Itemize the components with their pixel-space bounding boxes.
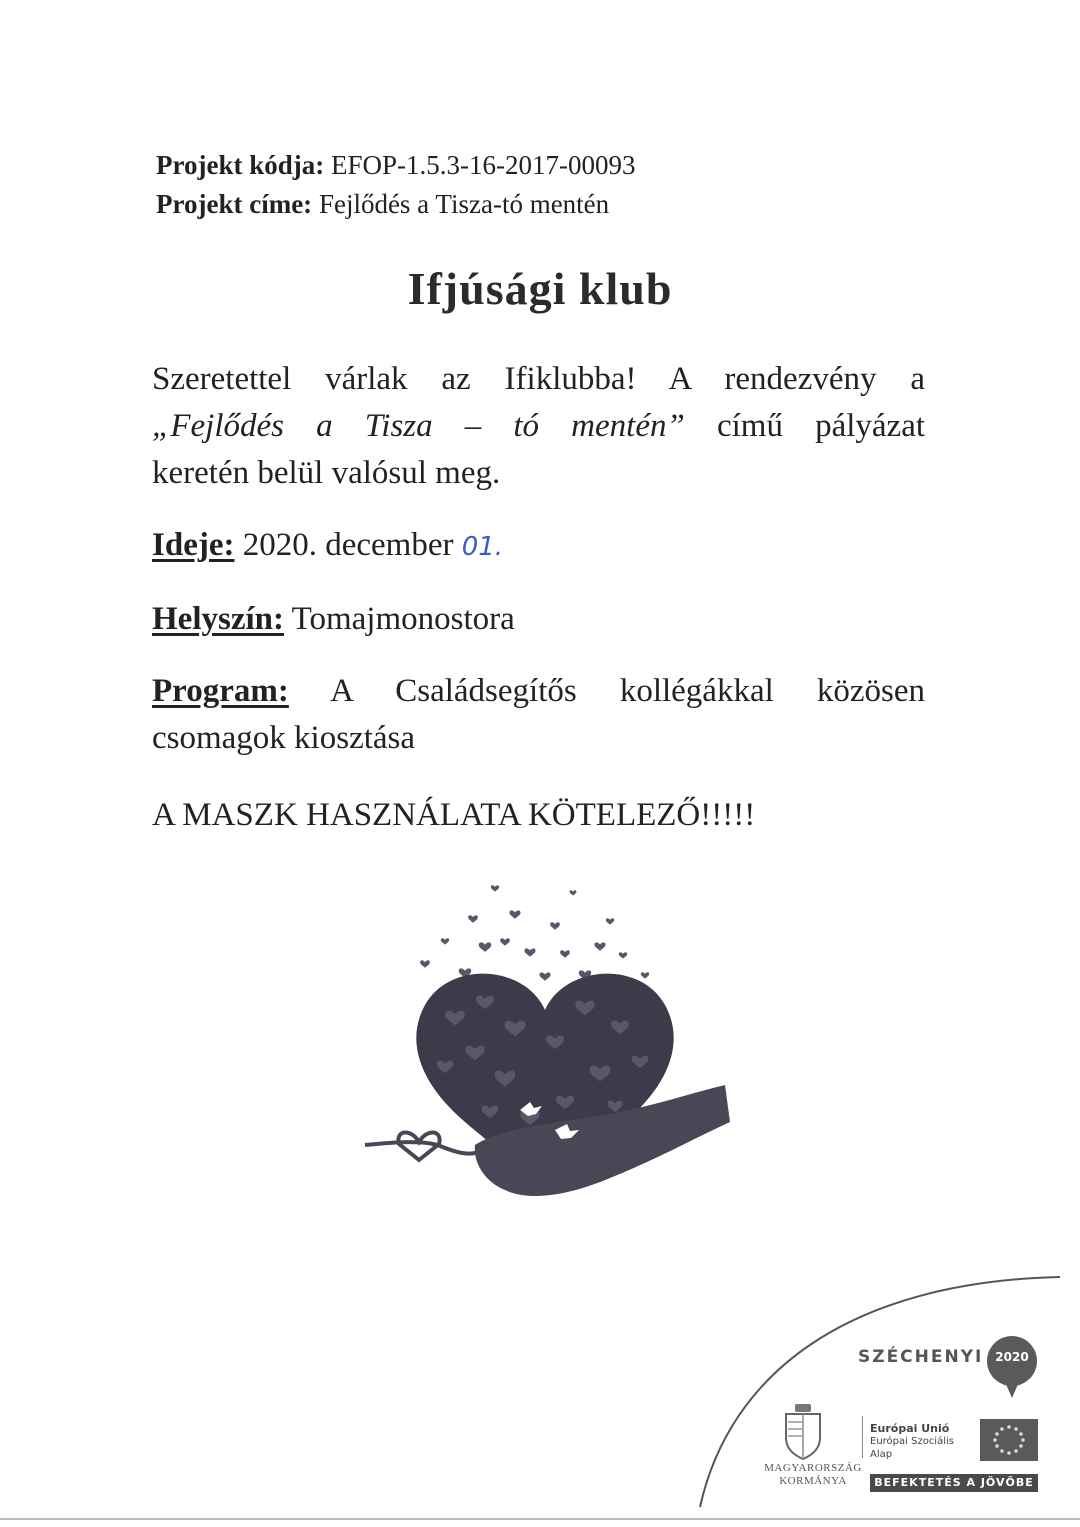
eu-text: [870, 1422, 975, 1461]
ribbon-heart: [398, 1132, 439, 1160]
intro-line-3: keretén belül valósul meg.: [152, 455, 501, 491]
intro-line-2-rest: című pályázat: [716, 408, 926, 444]
page-title: Ifjúsági klub: [407, 263, 673, 314]
intro-line-1: Szeretettel várlak az Ifiklubba! A rendezvény a: [152, 361, 925, 397]
project-code-value: EFOP-1.5.3-16-2017-00093: [331, 150, 636, 180]
intro-line-2: [152, 403, 925, 450]
mask-notice: A MASZK HASZNÁLATA KÖTELEZŐ!!!!!: [152, 797, 756, 833]
eu-line-3: Alap: [870, 1449, 893, 1460]
date-label: Ideje:: [152, 527, 235, 563]
eu-banner: BEFEKTETÉS A JÖVŐBE: [870, 1474, 1038, 1492]
szechenyi-logo-text: SZÉCHENYI: [858, 1347, 984, 1367]
place-field: [152, 596, 515, 643]
project-title-value: Fejlődés a Tisza-tó mentén: [318, 189, 610, 219]
eu-flag-icon: [980, 1419, 1038, 1461]
government-name: [758, 1462, 868, 1488]
handwritten-day: 01.: [461, 532, 504, 562]
program-line-1: [152, 668, 925, 715]
floating-hearts: [420, 885, 649, 981]
place-label: Helyszín:: [152, 601, 284, 637]
project-code-line: [156, 152, 636, 179]
date-value: 2020. december: [242, 527, 454, 563]
scan-edge-line: [0, 1518, 1080, 1520]
funding-logos: [690, 1262, 1060, 1512]
project-title-label: Projekt címe:: [156, 189, 313, 219]
program-label: Program:: [152, 673, 289, 709]
heart-illustration: [355, 860, 735, 1210]
program-line-1-text: A Családsegítős kollégákkal közösen: [330, 673, 925, 709]
project-title-line: [156, 191, 609, 218]
szechenyi-year: 2020: [995, 1350, 1029, 1364]
intro-paragraph: [152, 356, 925, 497]
intro-quote: „Fejlődés a Tisza – tó mentén”: [152, 408, 685, 444]
place-value: Tomajmonostora: [291, 601, 515, 637]
gov-line-1: MAGYARORSZÁG: [764, 1462, 862, 1474]
coat-of-arms-icon: [782, 1402, 824, 1460]
szechenyi-badge-icon: [985, 1334, 1039, 1400]
eu-line-2: Európai Szociális: [870, 1436, 954, 1447]
eu-line-1: Európai Unió: [870, 1422, 950, 1435]
program-line-2: csomagok kiosztása: [152, 720, 416, 756]
program-field: [152, 668, 925, 762]
gov-line-2: KORMÁNYA: [779, 1475, 847, 1487]
ribbon: [365, 1142, 480, 1153]
eu-divider: [862, 1416, 863, 1458]
project-code-label: Projekt kódja:: [156, 150, 325, 180]
date-field: [152, 522, 503, 571]
